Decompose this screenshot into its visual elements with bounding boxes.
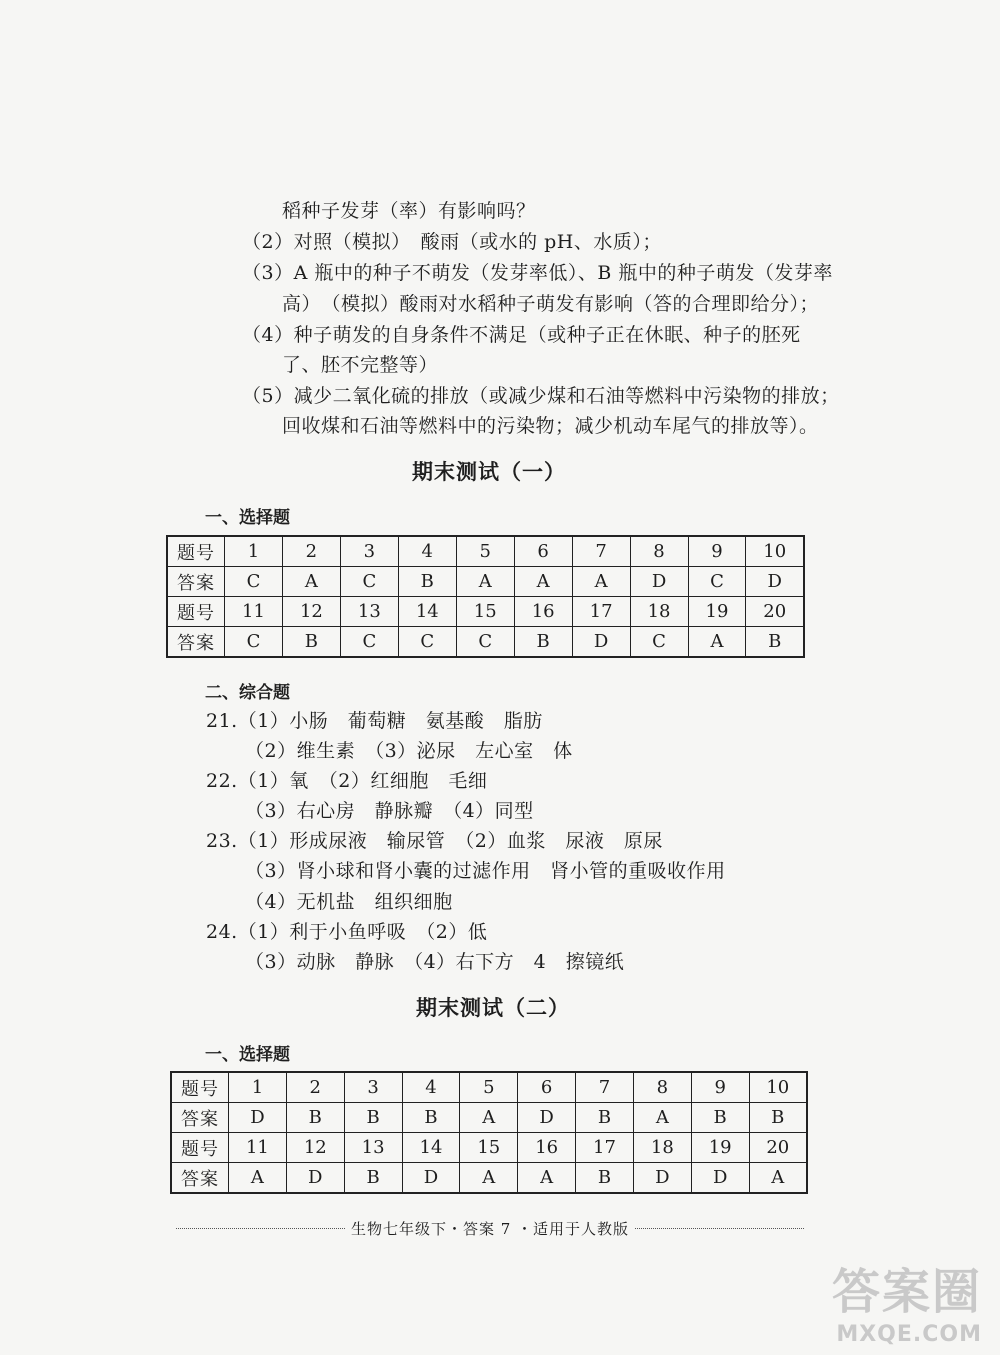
table-cell: 13 (340, 597, 398, 627)
test2-section-choice: 一、选择题 (205, 1045, 290, 1065)
table-cell: A (518, 1163, 576, 1194)
table-cell: 16 (514, 597, 572, 627)
watermark-line-1: 答案圈 (831, 1264, 982, 1320)
table-cell: D (286, 1163, 344, 1194)
footer-divider-left (176, 1228, 345, 1229)
table-cell: 3 (340, 536, 398, 567)
table-cell: 1 (225, 536, 283, 567)
table-cell: 20 (746, 597, 804, 627)
table-cell: 15 (460, 1133, 518, 1163)
table-cell: B (398, 567, 456, 597)
table-cell: 12 (286, 1133, 344, 1163)
row-label: 题号 (167, 597, 225, 627)
footer-text: 生物七年级下・答案 7 ・适用于人教版 (350, 1220, 630, 1238)
table-cell: 9 (688, 536, 746, 567)
experiment-line-4: 高） （模拟）酸雨对水稻种子萌发有影响（答的合理即给分）； (282, 293, 820, 315)
test1-section-choice: 一、选择题 (205, 508, 290, 528)
table-row (167, 536, 804, 567)
table-cell: 19 (688, 597, 746, 627)
table-cell: A (460, 1103, 518, 1133)
watermark-logo (832, 1253, 982, 1347)
answer-23-2: （3）肾小球和肾小囊的过滤作用 肾小管的重吸收作用 (245, 860, 726, 882)
table-cell: A (282, 567, 340, 597)
table-cell: 11 (229, 1133, 287, 1163)
row-label: 答案 (167, 567, 225, 597)
table-cell: A (514, 567, 572, 597)
answer-23-1: 23.（1）形成尿液 输尿管 （2）血浆 尿液 原尿 (206, 830, 663, 852)
test2-title: 期末测试（二） (416, 995, 570, 1020)
table-cell: 8 (630, 536, 688, 567)
table-cell: 11 (225, 597, 283, 627)
table-cell: C (225, 627, 283, 658)
table-cell: A (749, 1163, 807, 1194)
watermark-line-2: MXQE.COM (836, 1322, 982, 1347)
answer-22-1: 22.（1）氧 （2）红细胞 毛细 (206, 770, 488, 792)
table-cell: A (633, 1103, 691, 1133)
test1-answer-table (166, 535, 805, 658)
table-cell: D (518, 1103, 576, 1133)
experiment-line-6: 了、胚不完整等） (282, 354, 439, 376)
answer-24-2: （3）动脉 静脉 （4）右下方 4 擦镜纸 (245, 951, 625, 973)
table-cell: 7 (576, 1072, 634, 1103)
table-row (167, 567, 804, 597)
table-cell: B (402, 1103, 460, 1133)
table-cell: 14 (398, 597, 456, 627)
table-row (167, 597, 804, 627)
table-cell: C (340, 627, 398, 658)
row-label: 答案 (171, 1163, 229, 1194)
table-cell: D (630, 567, 688, 597)
table-cell: 14 (402, 1133, 460, 1163)
answer-21-1: 21.（1）小肠 葡萄糖 氨基酸 脂肪 (206, 710, 543, 732)
table-cell: 7 (572, 536, 630, 567)
table-cell: 1 (229, 1072, 287, 1103)
table-cell: 9 (691, 1072, 749, 1103)
table-cell: 18 (633, 1133, 691, 1163)
table-cell: 4 (398, 536, 456, 567)
table-row (171, 1103, 807, 1133)
table-cell: A (572, 567, 630, 597)
table-cell: 13 (344, 1133, 402, 1163)
test1-section-comprehensive: 二、综合题 (205, 683, 290, 703)
experiment-line-1: 稻种子发芽（率）有影响吗？ (282, 200, 536, 222)
experiment-line-5: （4）种子萌发的自身条件不满足（或种子正在休眠、种子的胚死 (242, 324, 801, 346)
table-cell: 20 (749, 1133, 807, 1163)
row-label: 题号 (171, 1072, 229, 1103)
answer-23-3: （4）无机盐 组织细胞 (245, 891, 453, 913)
table-cell: C (398, 627, 456, 658)
table-cell: 6 (518, 1072, 576, 1103)
table-cell: C (225, 567, 283, 597)
experiment-line-3: （3）A 瓶中的种子不萌发（发芽率低）、B 瓶中的种子萌发（发芽率 (242, 262, 833, 284)
table-cell: 16 (518, 1133, 576, 1163)
table-cell: 2 (282, 536, 340, 567)
table-cell: D (746, 567, 804, 597)
table-cell: D (572, 627, 630, 658)
table-cell: B (576, 1103, 634, 1133)
table-cell: A (456, 567, 514, 597)
table-cell: 6 (514, 536, 572, 567)
table-cell: B (749, 1103, 807, 1133)
answer-22-2: （3）右心房 静脉瓣 （4）同型 (245, 800, 534, 822)
experiment-line-2: （2）对照（模拟） 酸雨（或水的 pH、水质）； (242, 231, 662, 253)
table-cell: 10 (749, 1072, 807, 1103)
footer-divider-right (635, 1228, 804, 1229)
table-cell: C (456, 627, 514, 658)
table-cell: 8 (633, 1072, 691, 1103)
table-cell: 12 (282, 597, 340, 627)
table-cell: A (229, 1163, 287, 1194)
table-cell: D (229, 1103, 287, 1133)
table-cell: A (688, 627, 746, 658)
table-cell: 19 (691, 1133, 749, 1163)
page-footer (170, 1218, 810, 1239)
row-label: 题号 (167, 536, 225, 567)
table-cell: D (402, 1163, 460, 1194)
answer-21-2: （2）维生素 （3）泌尿 左心室 体 (245, 740, 573, 762)
table-cell: D (691, 1163, 749, 1194)
table-cell: C (688, 567, 746, 597)
table-cell: B (282, 627, 340, 658)
table-cell: B (514, 627, 572, 658)
table-cell: B (691, 1103, 749, 1133)
test2-answer-table (170, 1071, 808, 1194)
table-cell: 17 (576, 1133, 634, 1163)
table-cell: B (286, 1103, 344, 1133)
table-cell: 18 (630, 597, 688, 627)
table-cell: 10 (746, 536, 804, 567)
row-label: 题号 (171, 1133, 229, 1163)
row-label: 答案 (171, 1103, 229, 1133)
table-cell: D (633, 1163, 691, 1194)
table-cell: 5 (460, 1072, 518, 1103)
table-cell: 15 (456, 597, 514, 627)
test1-title: 期末测试（一） (412, 459, 566, 484)
table-row (171, 1133, 807, 1163)
table-row (167, 627, 804, 658)
table-cell: 2 (286, 1072, 344, 1103)
table-cell: B (746, 627, 804, 658)
table-row (171, 1163, 807, 1194)
table-cell: C (340, 567, 398, 597)
table-cell: 3 (344, 1072, 402, 1103)
answer-24-1: 24.（1）利于小鱼呼吸 （2）低 (206, 921, 488, 943)
table-cell: A (460, 1163, 518, 1194)
table-cell: B (344, 1163, 402, 1194)
table-cell: 4 (402, 1072, 460, 1103)
table-cell: C (630, 627, 688, 658)
experiment-line-8: 回收煤和石油等燃料中的污染物；减少机动车尾气的排放等）。 (282, 415, 819, 437)
table-cell: B (344, 1103, 402, 1133)
experiment-line-7: （5）减少二氧化硫的排放（或减少煤和石油等燃料中污染物的排放； (242, 385, 840, 407)
table-row (171, 1072, 807, 1103)
table-cell: 5 (456, 536, 514, 567)
table-cell: B (576, 1163, 634, 1194)
table-cell: 17 (572, 597, 630, 627)
row-label: 答案 (167, 627, 225, 658)
